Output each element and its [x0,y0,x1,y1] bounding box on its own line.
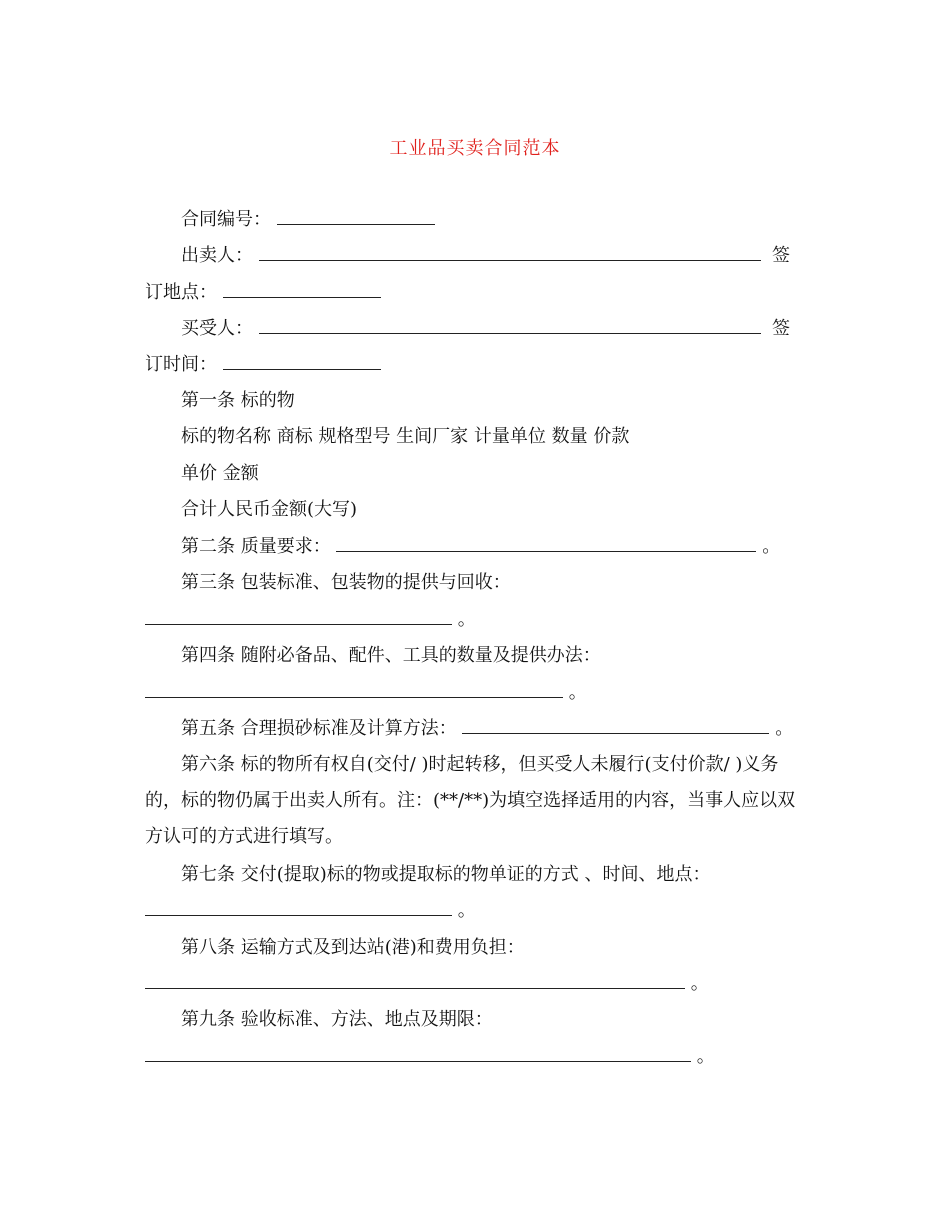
article-2-label: 第二条 质量要求： [181,536,331,557]
article-1-title: 第一条 标的物 [181,390,295,411]
sign-place-label-part1: 签 [772,245,790,266]
buyer-blank[interactable] [259,319,761,334]
article-7-label: 第七条 交付(提取)标的物或提取标的物单证的方式 、时间、地点： [181,864,711,885]
article-2-row [181,533,780,561]
article-5-row [181,715,793,743]
period: 。 [775,718,794,739]
article-6-paragraph: 第六条 标的物所有权自(交付/ )时起转移，但买受人未履行(支付价款/ )义务的，标的物仍属于出卖人所有。注：(**/**)为填空选择适用的内容，当事人应以双方认可的方式进行填写。 [145,754,796,847]
buyer-row [181,315,761,343]
article-5-label: 第五条 合理损砂标准及计算方法： [181,718,457,739]
document-title: 工业品买卖合同范本 [389,138,561,159]
article-8-label: 第八条 运输方式及到达站(港)和费用负担： [181,937,525,958]
article-9-blank[interactable] [145,1047,691,1062]
contract-number-label: 合同编号： [181,209,271,230]
period: 。 [568,682,587,703]
article-1-columns: 标的物名称 商标 规格型号 生间厂家 计量单位 数量 价款 [181,426,630,447]
sign-time-label-part1: 签 [772,318,790,339]
sign-time-blank[interactable] [223,355,381,370]
article-8-row [145,970,709,998]
article-1-price-columns: 单价 金额 [181,463,259,484]
article-1-total: 合计人民币金额(大写) [181,499,358,520]
sign-time-row [145,351,381,379]
article-2-blank[interactable] [336,537,756,552]
seller-label: 出卖人： [181,245,253,266]
period: 。 [696,1046,715,1067]
sign-time-label: 订时间： [145,354,217,375]
seller-blank[interactable] [259,246,761,261]
sign-place-row [145,279,381,307]
period: 。 [762,536,781,557]
article-4-blank[interactable] [145,683,563,698]
article-4-label: 第四条 随附必备品、配件、工具的数量及提供办法： [181,645,601,666]
article-4-row [145,679,587,707]
article-8-blank[interactable] [145,974,685,989]
contract-number-blank[interactable] [277,210,435,225]
article-3-blank[interactable] [145,610,452,625]
sign-place-label: 订地点： [145,282,217,303]
article-3-row [145,606,476,634]
article-7-row [145,897,476,925]
period: 。 [457,900,476,921]
buyer-label: 买受人： [181,318,253,339]
contract-number-row [181,206,435,234]
period: 。 [457,609,476,630]
article-9-row [145,1043,715,1071]
sign-place-blank[interactable] [223,283,381,298]
article-3-label: 第三条 包装标准、包装物的提供与回收： [181,572,511,593]
article-9-label: 第九条 验收标准、方法、地点及期限： [181,1009,493,1030]
article-5-blank[interactable] [462,719,769,734]
article-7-blank[interactable] [145,901,452,916]
seller-row [181,242,761,270]
period: 。 [690,973,709,994]
